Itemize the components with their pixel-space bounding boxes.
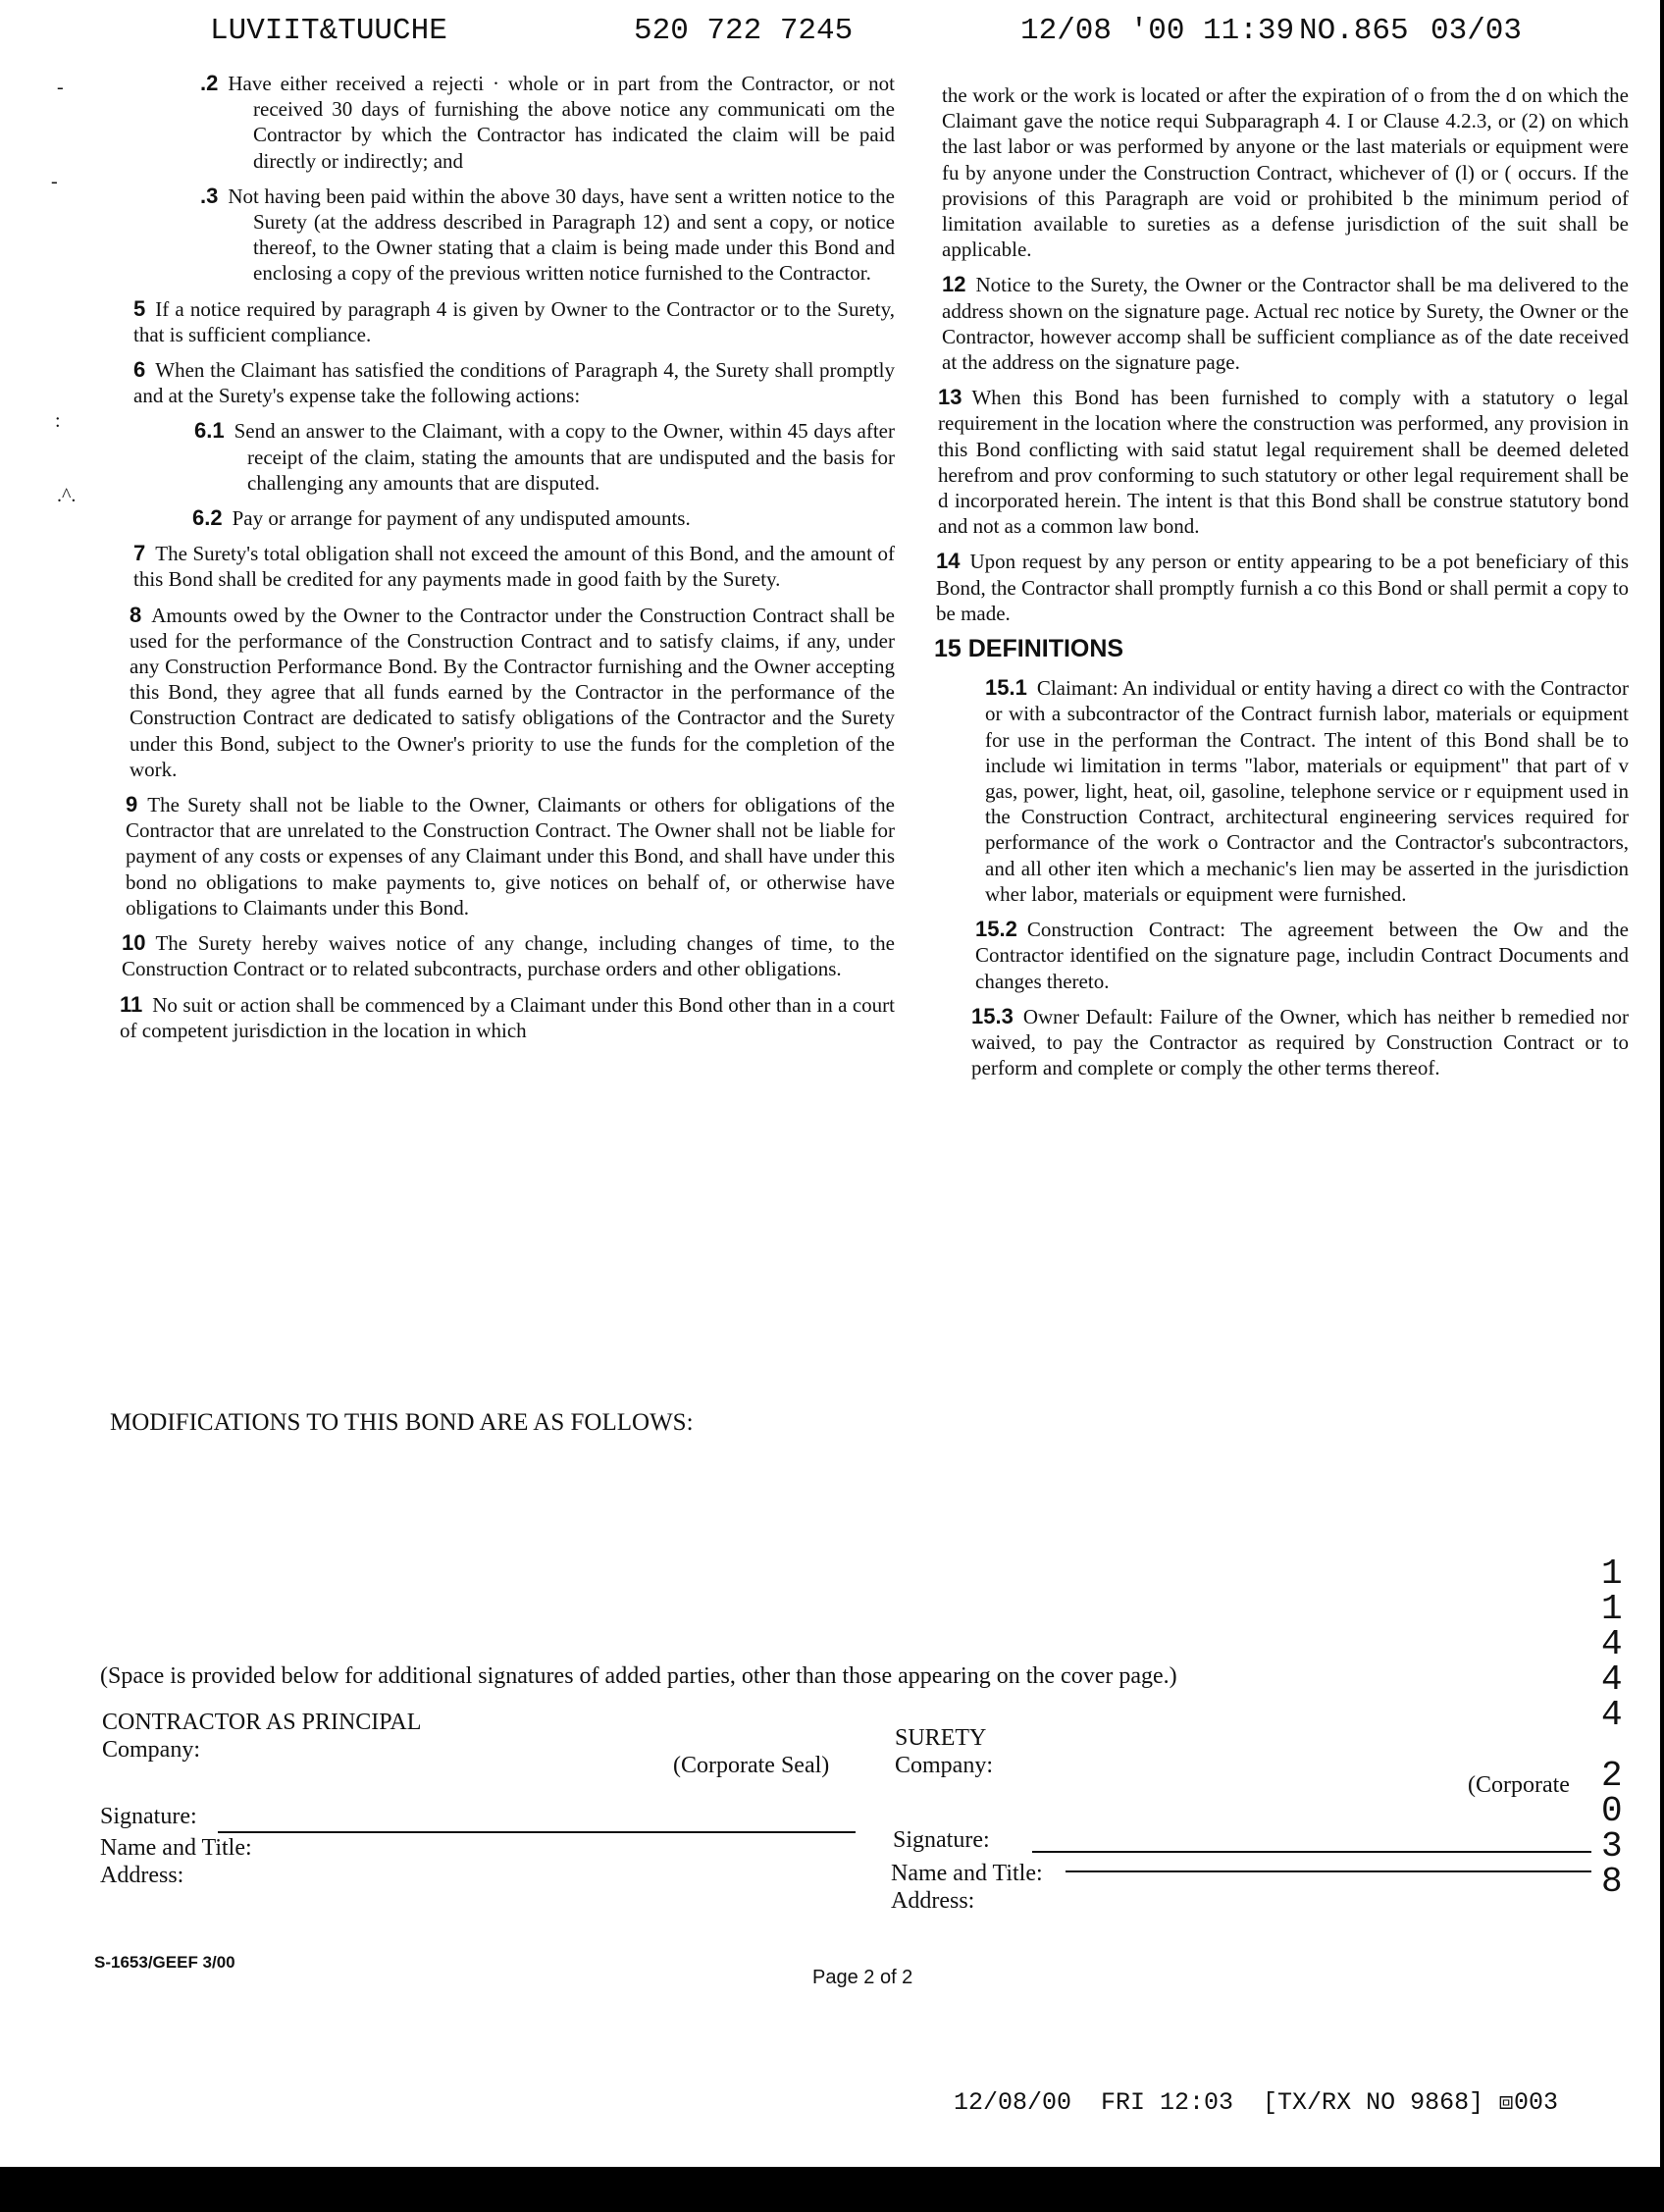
contractor-signature-line[interactable] xyxy=(218,1831,856,1833)
paragraph-number: 7 xyxy=(133,541,146,566)
contractor-company-label: Company: xyxy=(102,1737,200,1763)
paragraph-text: When this Bond has been furnished to comply with a statutory o legal requirement in the location where the construction was performed, any provision in this Bond conflicting with said statut legal requirement shall be deemed deleted herefrom and prov conforming to such statutory or other legal requirement shall be d incorporated herein. The intent is that this Bond shall be construe statutory bond and not as a common law bond. xyxy=(938,386,1629,539)
margin-mark: - xyxy=(57,77,64,98)
contractor-heading: CONTRACTOR AS PRINCIPAL xyxy=(102,1710,422,1735)
surety-company-label: Company: xyxy=(895,1753,993,1778)
paragraph-text: Claimant: An individual or entity having a direct co with the Contractor or with a subcontractor of the Contract furnish labor, materials or equipment for use in the performan the Contract. The intent of this Bond shall be to include wi limitation in terms "labor, materials or equipment" that part of v gas, power, light, heat, oil, gasoline, telephone service or r equipment used in the Construction Contract, architectural engineering services required for performance of the work o Contractor and the Contractor's subcontractors, and all other iten which a mechanic's lien may be asserted in the jurisdiction wher labor, materials or equipment were furnished. xyxy=(985,676,1629,906)
paragraph-15-2 xyxy=(942,917,1629,994)
paragraph-number: 11 xyxy=(120,991,143,1017)
paragraph-text: The Surety shall not be liable to the Owner, Claimants or others for obligations of the Contractor that are unrelated to the Construction Contract. The Owner shall not be liable for payment of any costs or expenses of any Claimant under this Bond, and shall have under this bond no obligations to make payments to, give notices on behalf of, or otherwise have obligations to Claimants under this Bond. xyxy=(126,793,895,920)
left-column xyxy=(120,71,895,1053)
stamp-digit: 0 xyxy=(1601,1791,1623,1831)
paragraph-text: Upon request by any person or entity appearing to be a pot beneficiary of this Bond, the Contractor shall promptly furnish a co this Bond or shall permit a copy to be made. xyxy=(936,550,1629,625)
margin-mark: - xyxy=(51,171,58,192)
paragraph-text: Send an answer to the Claimant, with a copy to the Owner, within 45 days after receipt of the claim, stating the amounts that are undisputed and the basis for challenging any amounts that are disputed. xyxy=(234,419,895,495)
fax-sender: LUVIIT&TUUCHE xyxy=(210,14,447,48)
paragraph-text: Owner Default: Failure of the Owner, which has neither b remedied nor waived, to pay the Contractor as required by Construction Contract or to perform and complete or comply the other terms thereof. xyxy=(971,1004,1629,1080)
stamp-digit: 8 xyxy=(1601,1862,1623,1902)
paragraph-number: 6 xyxy=(133,357,146,383)
scan-border-bottom xyxy=(0,2167,1664,2212)
form-code: S-1653/GEEF 3/00 xyxy=(94,1953,235,1972)
paragraph-14 xyxy=(936,549,1629,626)
paragraph-text: Construction Contract: The agreement between the Ow and the Contractor identified on the signature page, includin Contract Documents and changes thereto. xyxy=(975,918,1629,993)
contractor-name-title-label: Name and Title: xyxy=(100,1835,252,1861)
surety-seal-label: (Corporate xyxy=(1468,1772,1570,1798)
scan-border-right xyxy=(1660,0,1664,2212)
surety-signature-block xyxy=(893,1723,1638,1920)
signature-space-note: (Space is provided below for additional signatures of added parties, other than those appearing on the cover page.) xyxy=(100,1663,1177,1689)
paragraph-number: 13 xyxy=(938,385,962,410)
contractor-seal-label: (Corporate Seal) xyxy=(673,1753,830,1778)
surety-name-title-line[interactable] xyxy=(1066,1870,1591,1872)
surety-heading: SURETY xyxy=(895,1725,987,1751)
paragraph-9 xyxy=(126,792,895,921)
paragraph-4-3 xyxy=(137,184,895,287)
paragraph-number: 15.2 xyxy=(975,917,1017,942)
paragraph-text: The Surety hereby waives notice of any change, including changes of time, to the Construction Contract or to related subcontracts, purchase orders and other obligations. xyxy=(122,931,895,981)
paragraph-15-3 xyxy=(942,1004,1629,1081)
paragraph-number: 15.1 xyxy=(985,675,1027,701)
paragraph-number: 6.2 xyxy=(192,505,223,531)
paragraph-text: When the Claimant has satisfied the conditions of Paragraph 4, the Surety shall promptly and at the Surety's expense take the following actions: xyxy=(133,358,895,408)
paragraph-4-2 xyxy=(137,71,895,174)
paragraph-5 xyxy=(133,296,895,347)
fax-datetime: 12/08 '00 11:39 xyxy=(1020,14,1295,48)
paragraph-text: If a notice required by paragraph 4 is given by Owner to the Contractor or to the Surety, that is sufficient compliance. xyxy=(133,296,895,346)
surety-name-title-label: Name and Title: xyxy=(891,1861,1043,1886)
fax-page-count: 03/03 xyxy=(1430,14,1523,48)
fax-header xyxy=(0,14,1664,57)
paragraph-text: the work or the work is located or after the expiration of o from the d on which the Claimant gave the notice requi Subparagraph 4. I or Clause 4.2.3, or (2) on which the last labor or was performed by anyone or the last materials or equipment were fu by anyone under the Construction Contract, whichever of (l) or ( occurs. If the provisions of this Paragraph are void or prohibited b the minimum period of limitation available to sureties as a defense jurisdiction of the suit shall be applicable. xyxy=(942,83,1629,262)
paragraph-number: .2 xyxy=(200,71,219,95)
surety-signature-line[interactable] xyxy=(1032,1851,1591,1853)
paragraph-10 xyxy=(122,930,895,981)
modifications-title: MODIFICATIONS TO THIS BOND ARE AS FOLLOWS: xyxy=(110,1409,694,1436)
surety-signature-label: Signature: xyxy=(893,1827,990,1853)
surety-address-label: Address: xyxy=(891,1888,975,1914)
page-label: Page 2 of 2 xyxy=(812,1967,913,1988)
paragraph-6-1 xyxy=(137,418,895,496)
paragraph-text: Pay or arrange for payment of any undisputed amounts. xyxy=(232,506,691,531)
contractor-signature-label: Signature: xyxy=(100,1804,197,1829)
paragraph-number: 10 xyxy=(122,930,146,956)
margin-mark: : xyxy=(55,410,61,432)
stamp-digit: 4 xyxy=(1601,1695,1623,1735)
paragraph-15-1 xyxy=(942,675,1629,907)
paragraph-number: 8 xyxy=(130,602,142,627)
stamp-digit: 4 xyxy=(1601,1659,1623,1700)
stamp-digit: 1 xyxy=(1601,1589,1623,1629)
contractor-signature-block xyxy=(102,1708,877,1894)
stamp-digit: 3 xyxy=(1601,1826,1623,1867)
paragraph-13 xyxy=(938,385,1629,539)
fax-footer: 12/08/00 FRI 12:03 [TX/RX NO 9868] ⧈003 xyxy=(954,2088,1558,2117)
paragraph-6-2 xyxy=(137,505,895,531)
right-stamp-top xyxy=(1601,1556,1623,1733)
paragraph-number: 12 xyxy=(942,272,966,297)
paragraph-text: Amounts owed by the Owner to the Contractor under the Construction Contract shall be used for the performance of the Construction Contract and to satisfy claims, if any, under any Construction Performance Bond. By the Contractor furnishing and the Owner accepting this Bond, they agree that all funds earned by the Contractor in the performance of the Construction Contract are dedicated to satisfy obligations of the Contractor and the Surety under this Bond, subject to the Owner's priority to use the funds for the completion of the work. xyxy=(130,603,895,781)
paragraph-text: Not having been paid within the above 30 days, have sent a written notice to the Surety (at the address described in Paragraph 12) and sent a copy, or notice thereof, to the Owner stating that a claim is being made under this Bond and enclosing a copy of the previous written notice furnished to the Contractor. xyxy=(228,184,895,286)
margin-mark: .^. xyxy=(57,485,77,506)
paragraph-number: 9 xyxy=(126,792,138,817)
definitions-heading: 15 DEFINITIONS xyxy=(934,635,1124,663)
contractor-address-label: Address: xyxy=(100,1863,184,1888)
paragraph-text: Have either received a rejecti · whole or in part from the Contractor, or not received 30 days of furnishing the above notice any communicati om the Contractor by which the Contractor has indicated the claim will be paid directly or indirectly; and xyxy=(228,72,895,173)
paragraph-number: .3 xyxy=(200,183,219,208)
paragraph-number: 5 xyxy=(133,295,146,321)
stamp-digit: 4 xyxy=(1601,1624,1623,1664)
stamp-digit: 1 xyxy=(1601,1554,1623,1594)
stamp-digit: 2 xyxy=(1601,1756,1623,1796)
paragraph-11 xyxy=(120,992,895,1043)
fax-phone: 520 722 7245 xyxy=(634,14,854,48)
paragraph-6 xyxy=(133,357,895,408)
paragraph-number: 14 xyxy=(936,549,961,574)
paragraph-text: Notice to the Surety, the Owner or the Contractor shall be ma delivered to the address shown on the signature page. Actual rec notice by Surety, the Owner or the Contractor, however accomp shall be sufficient compliance as of the date received at the address on the signature page. xyxy=(942,273,1629,375)
paragraph-8 xyxy=(130,603,895,782)
paragraph-text: No suit or action shall be commenced by a Claimant under this Bond other than in a court of competent jurisdiction in the location in which xyxy=(120,992,895,1042)
paragraph-12 xyxy=(942,272,1629,375)
right-column xyxy=(934,82,1629,1090)
paragraph-7 xyxy=(133,541,895,592)
paragraph-number: 6.1 xyxy=(194,418,225,444)
paragraph-11-continued xyxy=(942,82,1629,262)
paragraph-text: The Surety's total obligation shall not exceed the amount of this Bond, and the amount of this Bond shall be credited for any payments made in good faith by the Surety. xyxy=(133,542,895,592)
paragraph-number: 15.3 xyxy=(971,1003,1014,1028)
fax-number: NO.865 xyxy=(1299,14,1409,48)
